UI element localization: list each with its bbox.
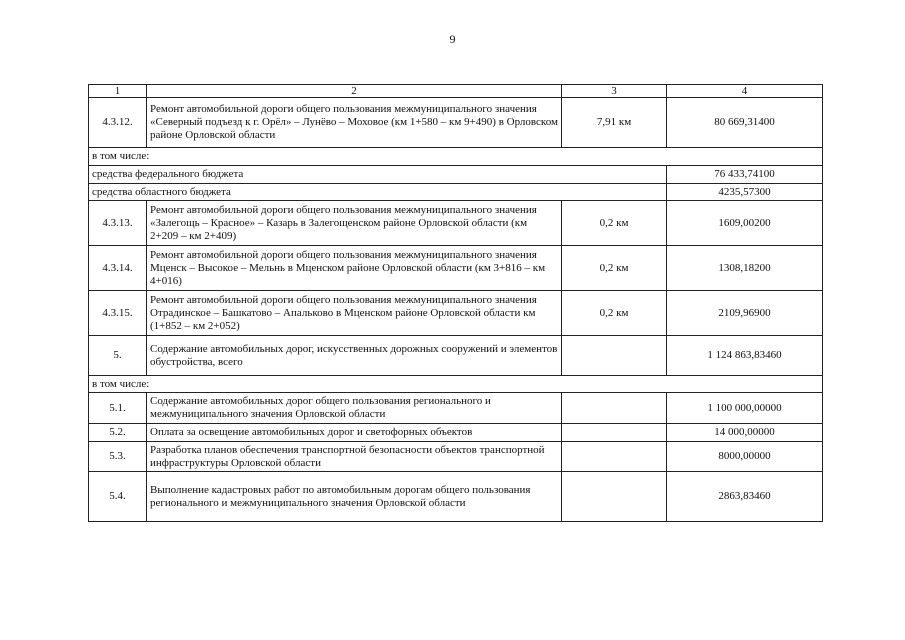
table-row [89, 246, 823, 291]
item-amount: 8000,00000 [667, 442, 823, 472]
item-distance: 0,2 км [562, 291, 667, 336]
table-row [89, 148, 823, 166]
item-description: Разработка планов обеспечения транспортной безопасности объектов транспортной инфраструктуры Орловской области [147, 442, 562, 472]
item-description: Оплата за освещение автомобильных дорог и светофорных объектов [147, 424, 562, 442]
item-amount: 14 000,00000 [667, 424, 823, 442]
item-description: Ремонт автомобильной дороги общего пользования межмуниципального значения «Северный подъезд к г. Орёл» – Лунёво – Моховое (км 1+580 – км 9+490) в Орловском районе Орловской области [147, 98, 562, 148]
subtotal-note: в том числе: [89, 376, 823, 393]
table-row [89, 184, 823, 201]
funding-source-label: средства федерального бюджета [89, 166, 667, 184]
item-distance [562, 393, 667, 424]
table-row [89, 376, 823, 393]
table-row [89, 393, 823, 424]
item-amount: 2863,83460 [667, 472, 823, 522]
column-header: 3 [562, 85, 667, 98]
item-number: 4.3.12. [89, 98, 147, 148]
funding-source-label: средства областного бюджета [89, 184, 667, 201]
item-number: 5.1. [89, 393, 147, 424]
table-body [89, 98, 823, 522]
item-distance: 0,2 км [562, 201, 667, 246]
subtotal-note: в том числе: [89, 148, 823, 166]
column-header: 2 [147, 85, 562, 98]
column-header: 1 [89, 85, 147, 98]
item-amount: 2109,96900 [667, 291, 823, 336]
item-number: 5.2. [89, 424, 147, 442]
item-description: Содержание автомобильных дорог, искусственных дорожных сооружений и элементов обустройства, всего [147, 336, 562, 376]
table-row [89, 291, 823, 336]
table-row [89, 98, 823, 148]
column-header: 4 [667, 85, 823, 98]
item-number: 4.3.14. [89, 246, 147, 291]
item-amount: 80 669,31400 [667, 98, 823, 148]
budget-table [88, 84, 823, 522]
item-description: Ремонт автомобильной дороги общего пользования межмуниципального значения «Залегощь – Красное» – Казарь в Залегощенском районе Орловской области (км 2+209 – км 2+409) [147, 201, 562, 246]
page-number: 9 [449, 32, 456, 46]
item-distance: 7,91 км [562, 98, 667, 148]
funding-source-amount: 4235,57300 [667, 184, 823, 201]
table-row [89, 442, 823, 472]
item-description: Выполнение кадастровых работ по автомобильным дорогам общего пользования регионального и межмуниципального значения Орловской области [147, 472, 562, 522]
item-distance [562, 472, 667, 522]
table-row [89, 424, 823, 442]
table-header [89, 85, 823, 98]
item-amount: 1 124 863,83460 [667, 336, 823, 376]
table-row [89, 472, 823, 522]
item-distance [562, 336, 667, 376]
table-row [89, 201, 823, 246]
item-number: 5. [89, 336, 147, 376]
item-number: 4.3.13. [89, 201, 147, 246]
funding-source-amount: 76 433,74100 [667, 166, 823, 184]
table-row [89, 336, 823, 376]
item-number: 5.3. [89, 442, 147, 472]
item-description: Ремонт автомобильной дороги общего пользования межмуниципального значения Мценск – Высокое – Мельнь в Мценском районе Орловской области (км 3+816 – км 4+016) [147, 246, 562, 291]
item-description: Ремонт автомобильной дороги общего пользования межмуниципального значения Отрадинское – Башкатово – Апальково в Мценском районе Орловской области км (1+852 – км 2+052) [147, 291, 562, 336]
item-number: 4.3.15. [89, 291, 147, 336]
item-distance [562, 442, 667, 472]
table-row [89, 166, 823, 184]
item-amount: 1 100 000,00000 [667, 393, 823, 424]
item-amount: 1609,00200 [667, 201, 823, 246]
header-row [89, 85, 823, 98]
item-amount: 1308,18200 [667, 246, 823, 291]
item-distance [562, 424, 667, 442]
item-distance: 0,2 км [562, 246, 667, 291]
item-number: 5.4. [89, 472, 147, 522]
item-description: Содержание автомобильных дорог общего пользования регионального и межмуниципального значения Орловской области [147, 393, 562, 424]
